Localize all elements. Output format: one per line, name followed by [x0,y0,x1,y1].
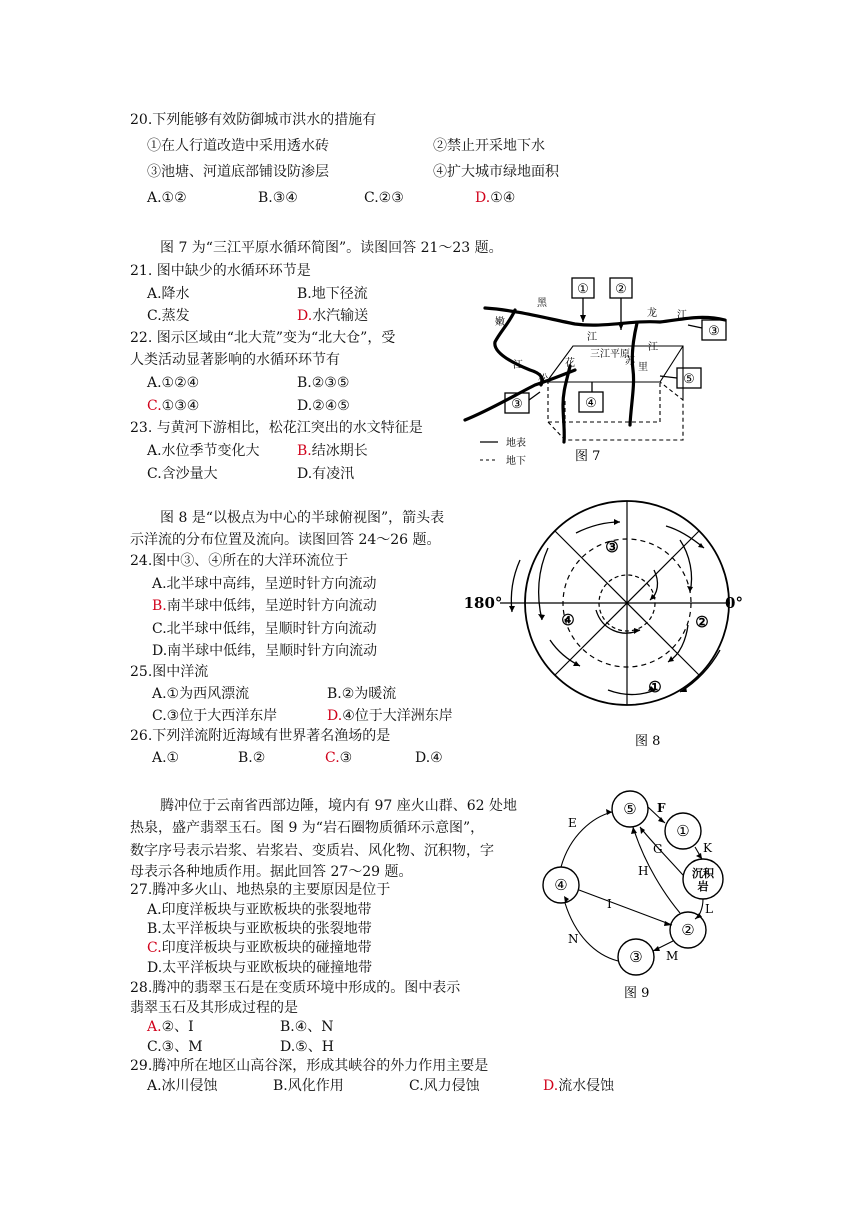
q27-option-d: D.太平洋板块与亚欧板块的碰撞地带 [147,960,373,976]
fig8-diagram [463,500,750,755]
node-3-label: ③ [629,948,643,966]
q28-stem-line2: 翡翠玉石及其形成过程的是 [130,1000,298,1016]
q26-option-d: D.④ [415,750,443,766]
label-su: 苏 [625,356,635,367]
q20-option-d [475,188,515,208]
q29-option-b: B.风化作用 [273,1078,344,1094]
q23-option-a: A.水位季节变化大 [147,443,260,459]
label-hei: 黑 [537,298,547,309]
q20-stem: 20.下列能够有效防御城市洪水的措施有 [130,112,377,128]
q26-stem: 26.下列洋流附近海域有世界著名渔场的是 [130,728,391,744]
node-4-label: ④ [554,876,568,894]
process-L: L [705,902,713,916]
process-M: M [666,949,679,963]
q22-stem-line2: 人类活动显著影响的水循环环节有 [130,352,340,368]
label-long: 龙 [647,308,657,319]
label-jiang1: 江 [677,310,687,321]
option-text: ②、I [161,1019,194,1035]
label-plain: 三江平原 [590,349,630,360]
process-H: H [638,864,649,878]
sed-label-1: 沉积 [692,867,714,880]
label-song: 松 [538,374,548,385]
q25-stem: 25.图中洋流 [130,664,209,680]
fig7-intro: 图 7 为“三江平原水循环简图”。读图回答 21～23 题。 [160,240,503,256]
process-I: I [607,897,612,911]
box-5-label: ⑤ [683,372,695,387]
current-2-label: ② [695,613,709,631]
fig7-caption: 图 7 [575,449,601,464]
answer-mark: A. [147,1019,162,1035]
fig8-intro-line2: 示洋流的分布位置及流向。读图回答 24～26 题。 [130,532,441,548]
q21-option-d [297,306,368,326]
q20-option-b: B.③④ [258,190,298,206]
box-2-label: ② [615,282,627,297]
q25-option-b: B.②为暖流 [327,686,397,702]
tengchong-line4: 母表示各种地质作用。据此回答 27～29 题。 [130,864,413,880]
q28-stem-line1: 28.腾冲的翡翠玉石是在变质环境中形成的。图中表示 [130,980,461,996]
option-text: 南半球中低纬，呈逆时针方向流动 [166,598,377,614]
answer-mark: B. [152,598,167,614]
label-jiang2: 江 [513,360,523,371]
box-1-label: ① [577,282,589,297]
q26-option-c [325,748,352,768]
box-3b-label: ③ [511,397,523,412]
box-4-label: ④ [585,396,597,411]
answer-mark: C. [325,750,340,766]
q27-option-b: B.太平洋板块与亚欧板块的张裂地带 [147,921,372,937]
q24-stem: 24.图中③、④所在的大洋环流位于 [130,553,349,569]
answer-mark: D. [297,308,313,324]
q20-option-c: C.②③ [364,190,404,206]
option-text: 流水侵蚀 [558,1078,615,1094]
q22-stem-line1: 22. 图示区域由“北大荒”变为“北大仓”，受 [130,330,396,346]
q28-option-c: C.③、M [147,1039,203,1055]
answer-mark: C. [147,398,162,414]
option-text: ①④ [490,190,516,206]
q21-option-a: A.降水 [147,286,190,302]
label-nen: 嫩 [495,317,505,328]
q20-item1: ①在人行道改造中采用透水砖 [147,138,329,154]
fig8-caption: 图 8 [635,734,661,749]
box-3a-label: ③ [708,324,720,339]
node-5-label: ⑤ [623,800,637,818]
label-0: 0° [725,594,743,612]
q29-stem: 29.腾冲所在地区山高谷深，形成其峡谷的外力作用主要是 [130,1058,489,1074]
process-N: N [568,932,579,946]
fig7-diagram [455,270,745,470]
q23-option-d: D.有凌汛 [297,466,355,482]
option-text: ③ [339,750,353,766]
label-li: 里 [638,362,648,373]
q26-option-a: A.① [152,750,180,766]
answer-mark: D. [475,190,491,206]
q28-option-d: D.⑤、H [280,1039,334,1055]
q23-stem: 23. 与黄河下游相比，松花江突出的水文特征是 [130,420,423,436]
node-2-label: ② [681,921,695,939]
option-text: 印度洋板块与亚欧板块的碰撞地带 [161,940,372,956]
tengchong-line3: 数字序号表示岩浆、岩浆岩、变质岩、风化物、沉积物，字 [130,843,494,859]
current-3-label: ③ [605,538,619,556]
process-K: K [703,841,712,855]
q25-option-d [327,706,453,726]
q24-option-a: A.北半球中高纬，呈逆时针方向流动 [152,576,377,592]
q28-option-b: B.④、N [280,1019,334,1035]
q28-option-a [147,1017,194,1037]
label-jiang4: 江 [648,342,658,353]
q29-option-c: C.风力侵蚀 [409,1078,480,1094]
q23-option-c: C.含沙量大 [147,466,218,482]
q21-stem: 21. 图中缺少的水循环环节是 [130,263,311,279]
label-hua: 花 [565,358,575,369]
q20-item2: ②禁止开采地下水 [433,138,545,154]
current-1-label: ① [648,678,662,696]
process-F: F [657,801,666,815]
tributary-1 [563,366,570,442]
q22-option-a: A.①②④ [147,375,200,391]
answer-mark: D. [327,708,343,724]
q27-option-a: A.印度洋板块与亚欧板块的张裂地带 [147,902,372,918]
q23-option-b [297,441,368,461]
fig9-diagram [535,785,745,1005]
answer-mark: D. [543,1078,559,1094]
q24-option-c: C.北半球中低纬，呈顺时针方向流动 [152,621,377,637]
fig8-intro-line1: 图 8 是“以极点为中心的半球俯视图”，箭头表 [160,510,445,526]
label-jiang3: 江 [587,332,597,343]
q22-option-c [147,396,199,416]
fig9-caption: 图 9 [624,986,650,1001]
process-G: G [653,842,663,856]
node-1-label: ① [676,822,690,840]
q24-option-b [152,596,377,616]
label-180: 180° [463,594,503,612]
tributary-2 [630,323,637,425]
q21-option-c: C.蒸发 [147,308,190,324]
q22-option-b: B.②③⑤ [297,375,350,391]
q27-option-c [147,938,372,958]
sed-label-2: 岩 [697,880,709,893]
q24-option-d: D.南半球中低纬，呈顺时针方向流动 [152,643,378,659]
q27-stem: 27.腾冲多火山、地热泉的主要原因是位于 [130,882,391,898]
q25-option-c: C.③位于大西洋东岸 [152,708,278,724]
q29-option-a: A.冰川侵蚀 [147,1078,218,1094]
answer-mark: C. [147,940,162,956]
heilongjiang-river [485,308,725,325]
tengchong-line1: 腾冲位于云南省西部边陲，境内有 97 座火山群、62 处地 [160,798,517,814]
legend-surface: 地表 [506,438,526,449]
q20-option-a: A.①② [147,190,187,206]
process-E: E [568,816,577,830]
answer-mark: B. [297,443,312,459]
q22-option-d: D.②④⑤ [297,398,350,414]
q20-item3: ③池塘、河道底部铺设防渗层 [147,164,329,180]
option-text: ④位于大洋洲东岸 [342,708,453,724]
option-text: 水汽输送 [312,308,369,324]
legend-underground: 地下 [506,456,526,467]
plain-box-underground [548,380,683,440]
tengchong-line2: 热泉，盛产翡翠玉石。图 9 为“岩石圈物质循环示意图”， [130,820,485,836]
q29-option-d [543,1076,614,1096]
option-text: 结冰期长 [311,443,368,459]
current-4-label: ④ [561,611,575,629]
q20-item4: ④扩大城市绿地面积 [433,164,559,180]
q26-option-b: B.② [238,750,266,766]
option-text: ①③④ [161,398,200,414]
q21-option-b: B.地下径流 [297,286,368,302]
q25-option-a: A.①为西风漂流 [152,686,250,702]
